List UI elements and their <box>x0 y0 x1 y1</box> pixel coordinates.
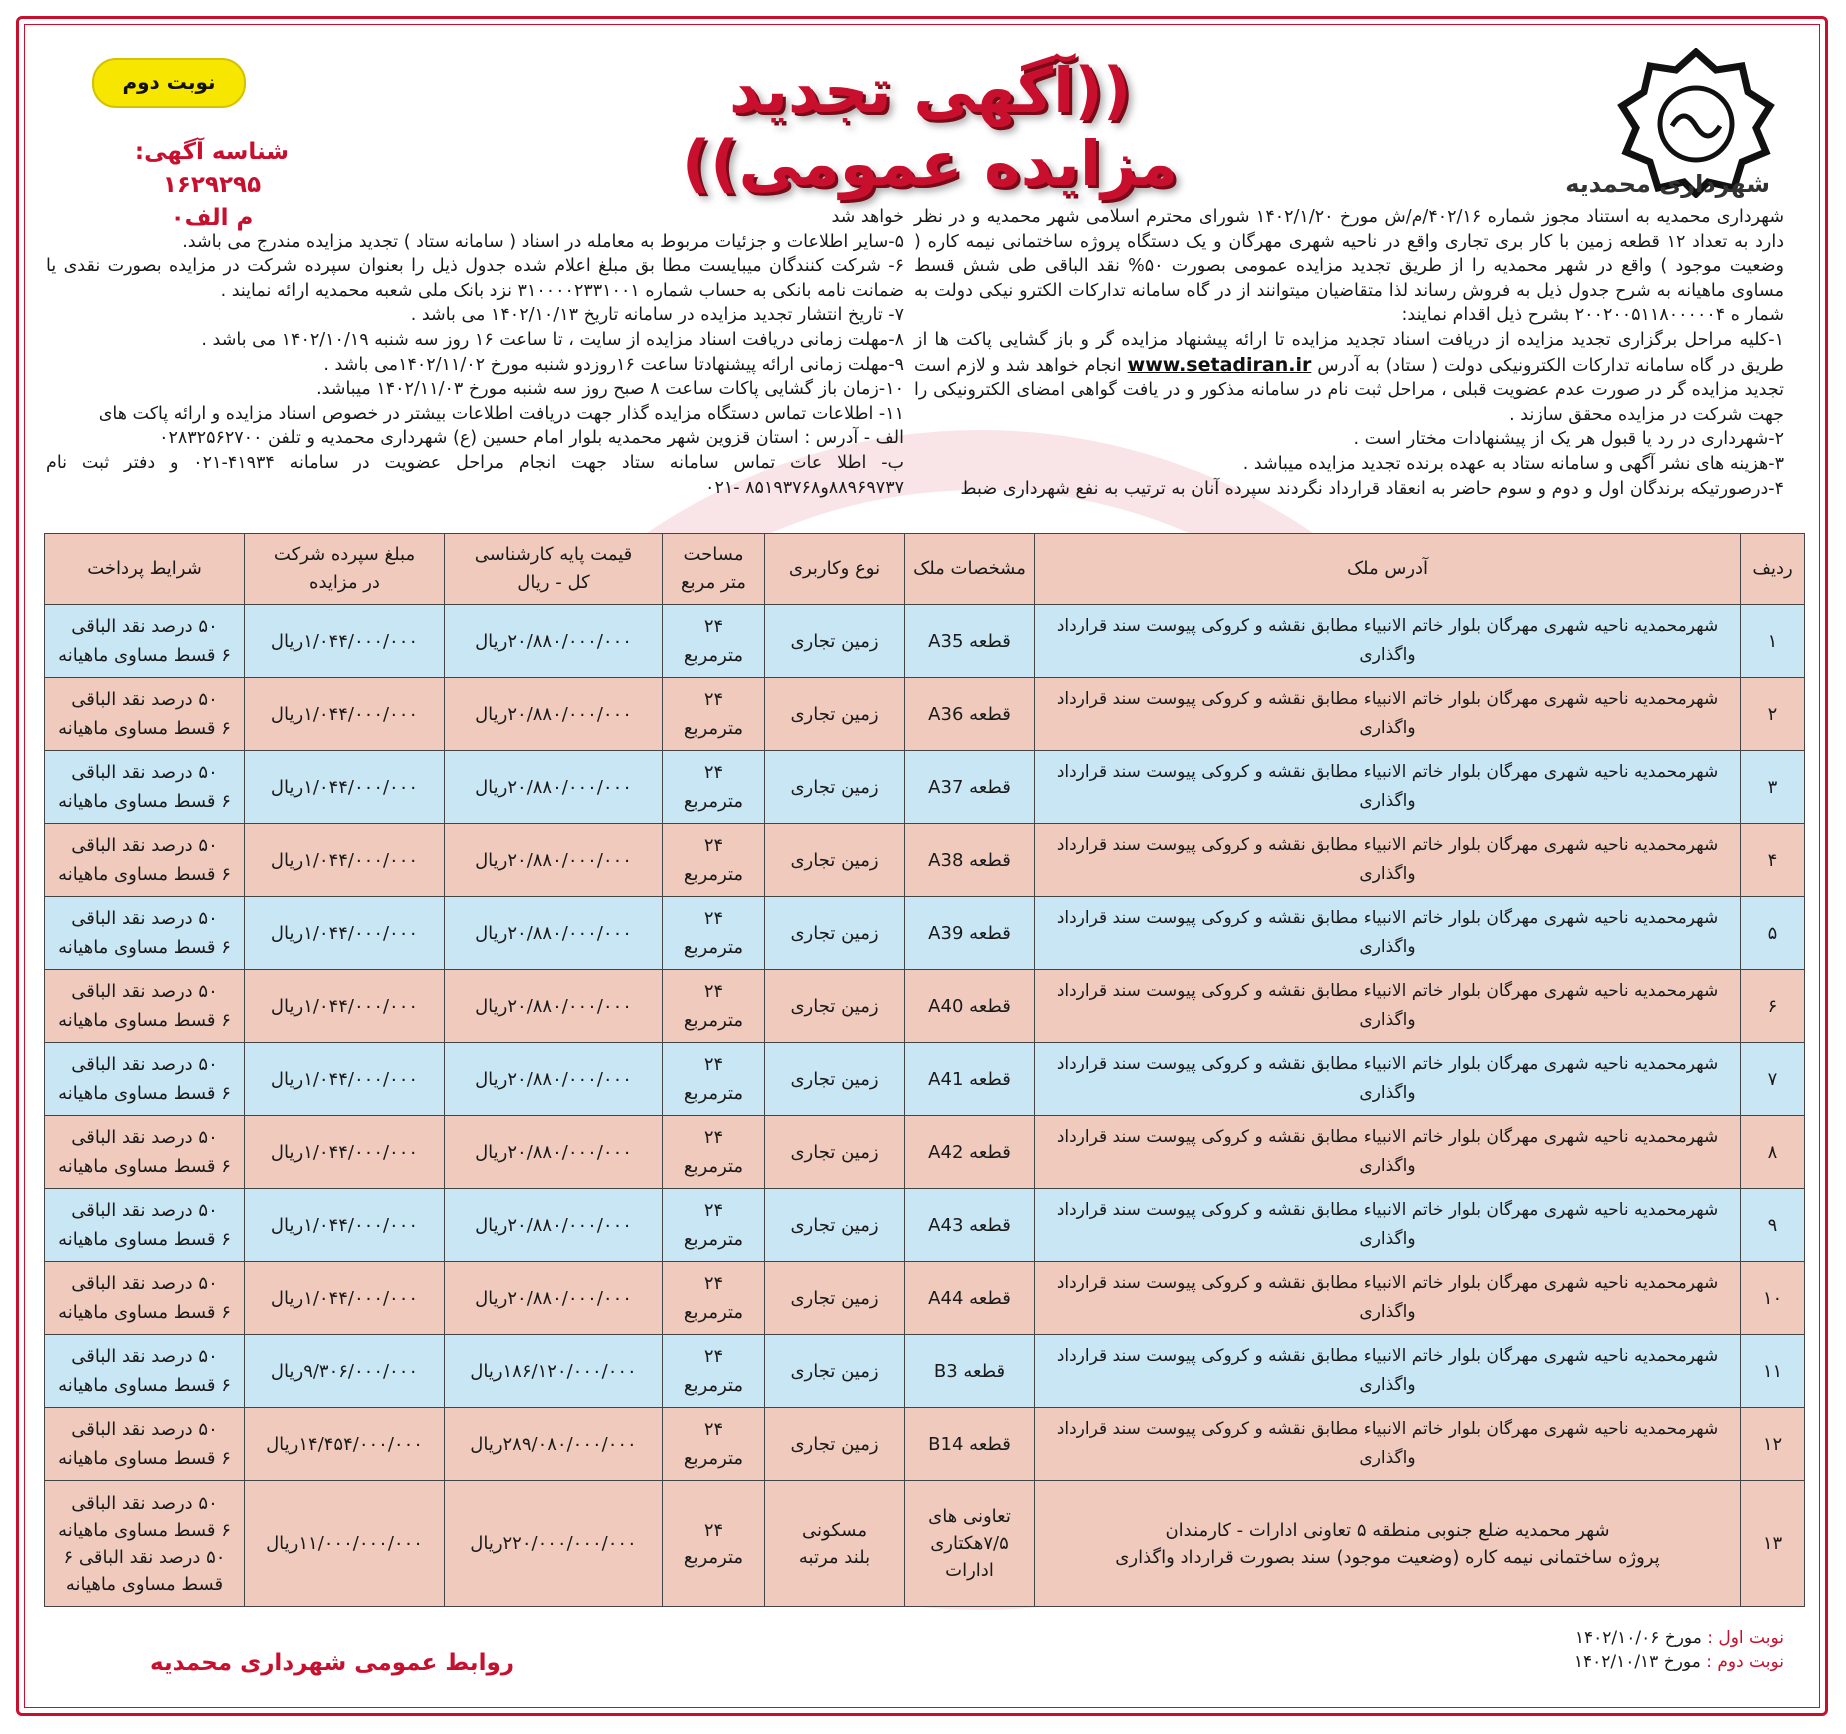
cell-price: ۲۰/۸۸۰/۰۰۰/۰۰۰ریال <box>445 970 663 1043</box>
cell-area: ۲۴ مترمربع <box>663 1189 765 1262</box>
col-header-price: قیمت پایه کارشناسی کل - ریال <box>445 534 663 605</box>
cell-price: ۲۰/۸۸۰/۰۰۰/۰۰۰ریال <box>445 824 663 897</box>
col-header-deposit: مبلغ سپرده شرکت در مزایده <box>245 534 445 605</box>
intro-paragraph: شهرداری محمدیه به استناد مجوز شماره ۴۰۲/۱۶/م/ش مورخ ۱۴۰۲/۱/۲۰ شورای محترم اسلامی شهر محمدیه و در نظر دارد به تعداد ۱۲ قطعه زمین با کار بری تجاری واقع در ناحیه شهری مهرگان و یک دستگاه پروژه ساختمانی نیمه کاره ( وضعیت موجود ) واقع در شهر محمدیه را از طریق تجدید مزایده عمومی بصورت ۵۰% نقد الباقی طی شش قسط مساوی ماهیانه به شرح جدول ذیل به فروش رساند لذا متقاضیان میتوانند از در گاه سامانه تدارکات الکترو نیکی دولت به شمار ه ۲۰۰۲۰۰۵۱۱۸۰۰۰۰۰۴ بشرح ذیل اقدام نمایند: <box>914 207 1784 326</box>
cell-num: ۱۱ <box>1741 1335 1805 1408</box>
table-row <box>45 1408 1805 1481</box>
cell-num: ۴ <box>1741 824 1805 897</box>
cell-payment: ۵۰ درصد نقد الباقی ۶ قسط مساوی ماهیانه <box>45 970 245 1043</box>
cell-payment: ۵۰ درصد نقد الباقی ۶ قسط مساوی ماهیانه <box>45 1043 245 1116</box>
cell-num: ۶ <box>1741 970 1805 1043</box>
item-7: ۷- تاریخ انتشار تجدید مزایده در سامانه تاریخ ۱۴۰۲/۱۰/۱۳ می باشد . <box>410 305 904 326</box>
cell-payment: ۵۰ درصد نقد الباقی ۶ قسط مساوی ماهیانه <box>45 1335 245 1408</box>
item-11: ۱۱- اطلاعات تماس دستگاه مزایده گذار جهت دریافت اطلاعات بیشتر در خصوص اسناد مزایده و ارائه پاکت های <box>98 403 904 424</box>
cell-spec: قطعه A35 <box>905 605 1035 678</box>
cell-area: ۲۴ مترمربع <box>663 751 765 824</box>
table-row <box>45 1335 1805 1408</box>
item-11-address: الف - آدرس : استان قزوین شهر محمدیه بلوار امام حسین (ع) شهرداری محمدیه و تلفن ۰۲۸۳۲۵۶۲۷۰۰ <box>159 428 904 449</box>
table-row <box>45 751 1805 824</box>
cell-use: زمین تجاری <box>765 751 905 824</box>
intro-left-column <box>46 205 904 500</box>
turn-2-label: نوبت دوم : <box>1706 1652 1784 1672</box>
cell-deposit: ۱/۰۴۴/۰۰۰/۰۰۰ریال <box>245 605 445 678</box>
cell-use: زمین تجاری <box>765 1116 905 1189</box>
cell-num: ۲ <box>1741 678 1805 751</box>
cell-spec: قطعه A41 <box>905 1043 1035 1116</box>
col-header-use: نوع وکاربری <box>765 534 905 605</box>
cell-area: ۲۴ مترمربع <box>663 1408 765 1481</box>
item-4: ۴-درصورتیکه برندگان اول و دوم و سوم حاضر به انعقاد قرارداد نگردند سپرده آنان به ترتیب به نفع شهرداری ضبط <box>960 478 1784 499</box>
cell-address: شهرمحمدیه ناحیه شهری مهرگان بلوار خاتم الانبیاء مطابق نقشه و کروکی پیوست سند قرارداد واگذاری <box>1035 1043 1741 1116</box>
item-1 <box>914 328 1784 427</box>
cell-area: ۲۴ مترمربع <box>663 897 765 970</box>
cell-num: ۹ <box>1741 1189 1805 1262</box>
public-relations-signature: روابط عمومی شهرداری محمدیه <box>150 1650 514 1676</box>
cell-price: ۲۰/۸۸۰/۰۰۰/۰۰۰ریال <box>445 751 663 824</box>
cell-use: زمین تجاری <box>765 1408 905 1481</box>
table-row <box>45 1043 1805 1116</box>
org-name: شهرداری محمدیه <box>1565 170 1770 198</box>
table-body <box>45 605 1805 1607</box>
intro-right-column <box>914 205 1784 501</box>
cell-address: شهرمحمدیه ناحیه شهری مهرگان بلوار خاتم الانبیاء مطابق نقشه و کروکی پیوست سند قرارداد واگذاری <box>1035 678 1741 751</box>
cell-deposit: ۱۱/۰۰۰/۰۰۰/۰۰۰ریال <box>245 1481 445 1607</box>
item-9: ۹-مهلت زمانی ارائه پیشنهادتا ساعت ۱۶روزدو شنبه مورخ ۱۴۰۲/۱۱/۰۲می باشد . <box>323 354 904 375</box>
cell-payment: ۵۰ درصد نقد الباقی ۶ قسط مساوی ماهیانه ۵۰ درصد نقد الباقی ۶ قسط مساوی ماهیانه <box>45 1481 245 1607</box>
cell-address: شهرمحمدیه ناحیه شهری مهرگان بلوار خاتم الانبیاء مطابق نقشه و کروکی پیوست سند قرارداد واگذاری <box>1035 605 1741 678</box>
cell-price: ۲۰/۸۸۰/۰۰۰/۰۰۰ریال <box>445 1116 663 1189</box>
cell-deposit: ۱/۰۴۴/۰۰۰/۰۰۰ریال <box>245 897 445 970</box>
cell-use: زمین تجاری <box>765 1189 905 1262</box>
cell-deposit: ۱۴/۴۵۴/۰۰۰/۰۰۰ریال <box>245 1408 445 1481</box>
cell-payment: ۵۰ درصد نقد الباقی ۶ قسط مساوی ماهیانه <box>45 1408 245 1481</box>
cell-address: شهرمحمدیه ناحیه شهری مهرگان بلوار خاتم الانبیاء مطابق نقشه و کروکی پیوست سند قرارداد واگذاری <box>1035 1189 1741 1262</box>
item-8: ۸-مهلت زمانی دریافت اسناد مزایده از سایت ، تا ساعت ۱۶ روز سه شنبه ۱۴۰۲/۱۰/۱۹ می باشد . <box>201 329 904 350</box>
cell-num: ۱۲ <box>1741 1408 1805 1481</box>
cell-use: زمین تجاری <box>765 897 905 970</box>
cell-payment: ۵۰ درصد نقد الباقی ۶ قسط مساوی ماهیانه <box>45 1189 245 1262</box>
cell-deposit: ۱/۰۴۴/۰۰۰/۰۰۰ریال <box>245 1043 445 1116</box>
cell-payment: ۵۰ درصد نقد الباقی ۶ قسط مساوی ماهیانه <box>45 751 245 824</box>
cell-area: ۲۴ مترمربع <box>663 678 765 751</box>
cell-num: ۳ <box>1741 751 1805 824</box>
cell-spec: قطعه A40 <box>905 970 1035 1043</box>
table-row <box>45 1189 1805 1262</box>
cell-payment: ۵۰ درصد نقد الباقی ۶ قسط مساوی ماهیانه <box>45 678 245 751</box>
cell-price: ۲۰/۸۸۰/۰۰۰/۰۰۰ریال <box>445 605 663 678</box>
cell-spec: قطعه A38 <box>905 824 1035 897</box>
cell-price: ۱۸۶/۱۲۰/۰۰۰/۰۰۰ریال <box>445 1335 663 1408</box>
cell-spec: قطعه A42 <box>905 1116 1035 1189</box>
cell-spec: قطعه A39 <box>905 897 1035 970</box>
cell-payment: ۵۰ درصد نقد الباقی ۶ قسط مساوی ماهیانه <box>45 605 245 678</box>
item-3: ۳-هزینه های نشر آگهی و سامانه ستاد به عهده برنده تجدید مزایده میباشد . <box>1242 453 1784 474</box>
cell-num: ۱۰ <box>1741 1262 1805 1335</box>
cell-use: مسکونی بلند مرتبه <box>765 1481 905 1607</box>
item-4-continued: خواهد شد <box>831 207 904 227</box>
page-title: ((آگهی تجدید مزایده عمومی)) <box>681 54 1179 200</box>
cell-deposit: ۱/۰۴۴/۰۰۰/۰۰۰ریال <box>245 970 445 1043</box>
cell-price: ۲۲۰/۰۰۰/۰۰۰/۰۰۰ریال <box>445 1481 663 1607</box>
table-row <box>45 970 1805 1043</box>
cell-spec: قطعه B3 <box>905 1335 1035 1408</box>
cell-num: ۵ <box>1741 897 1805 970</box>
turn-1 <box>1574 1626 1784 1650</box>
table-row <box>45 1481 1805 1607</box>
cell-use: زمین تجاری <box>765 1043 905 1116</box>
cell-spec: تعاونی های ۷/۵هکتاری ادارات <box>905 1481 1035 1607</box>
col-header-payment: شرایط پرداخت <box>45 534 245 605</box>
cell-spec: قطعه B14 <box>905 1408 1035 1481</box>
auction-table <box>44 533 1805 1607</box>
item-10: ۱۰-زمان باز گشایی پاکات ساعت ۸ صبح روز سه شنبه مورخ ۱۴۰۲/۱۱/۰۳ میباشد. <box>316 379 904 400</box>
item-1-text: ۱-کلیه مراحل برگزاری تجدید مزایده از دریافت اسناد تجدید مزایده تا ارائه پیشنهاد مزایده گر و باز گشایی پاکت ها از طریق در گاه سامانه تدارکات الکترونیکی دولت ( ستاد) به آدرس <box>914 329 1784 376</box>
cell-use: زمین تجاری <box>765 1335 905 1408</box>
cell-address: شهرمحمدیه ناحیه شهری مهرگان بلوار خاتم الانبیاء مطابق نقشه و کروکی پیوست سند قرارداد واگذاری <box>1035 1408 1741 1481</box>
turn-badge: نوبت دوم <box>92 58 246 108</box>
cell-area: ۲۴ مترمربع <box>663 605 765 678</box>
cell-address: شهرمحمدیه ناحیه شهری مهرگان بلوار خاتم الانبیاء مطابق نقشه و کروکی پیوست سند قرارداد واگذاری <box>1035 824 1741 897</box>
cell-address: شهرمحمدیه ناحیه شهری مهرگان بلوار خاتم الانبیاء مطابق نقشه و کروکی پیوست سند قرارداد واگذاری <box>1035 970 1741 1043</box>
cell-deposit: ۱/۰۴۴/۰۰۰/۰۰۰ریال <box>245 751 445 824</box>
cell-deposit: ۱/۰۴۴/۰۰۰/۰۰۰ریال <box>245 824 445 897</box>
cell-price: ۲۰/۸۸۰/۰۰۰/۰۰۰ریال <box>445 678 663 751</box>
col-header-spec: مشخصات ملک <box>905 534 1035 605</box>
cell-address: شهرمحمدیه ناحیه شهری مهرگان بلوار خاتم الانبیاء مطابق نقشه و کروکی پیوست سند قرارداد واگذاری <box>1035 1262 1741 1335</box>
table-row <box>45 678 1805 751</box>
turn-1-date: مورخ ۱۴۰۲/۱۰/۰۶ <box>1574 1628 1702 1648</box>
cell-payment: ۵۰ درصد نقد الباقی ۶ قسط مساوی ماهیانه <box>45 1116 245 1189</box>
ad-id-code: م الف۰ <box>170 205 254 231</box>
cell-use: زمین تجاری <box>765 678 905 751</box>
cell-payment: ۵۰ درصد نقد الباقی ۶ قسط مساوی ماهیانه <box>45 1262 245 1335</box>
cell-spec: قطعه A43 <box>905 1189 1035 1262</box>
cell-use: زمین تجاری <box>765 970 905 1043</box>
cell-address: شهرمحمدیه ناحیه شهری مهرگان بلوار خاتم الانبیاء مطابق نقشه و کروکی پیوست سند قرارداد واگذاری <box>1035 751 1741 824</box>
cell-use: زمین تجاری <box>765 605 905 678</box>
table-row <box>45 1116 1805 1189</box>
col-header-area: مساحت متر مربع <box>663 534 765 605</box>
turn-2-date: مورخ ۱۴۰۲/۱۰/۱۳ <box>1573 1652 1701 1672</box>
table-header <box>45 534 1805 605</box>
cell-address: شهرمحمدیه ناحیه شهری مهرگان بلوار خاتم الانبیاء مطابق نقشه و کروکی پیوست سند قرارداد واگذاری <box>1035 1335 1741 1408</box>
cell-area: ۲۴ مترمربع <box>663 1116 765 1189</box>
cell-deposit: ۹/۳۰۶/۰۰۰/۰۰۰ریال <box>245 1335 445 1408</box>
cell-num: ۸ <box>1741 1116 1805 1189</box>
cell-num: ۷ <box>1741 1043 1805 1116</box>
cell-price: ۲۰/۸۸۰/۰۰۰/۰۰۰ریال <box>445 1189 663 1262</box>
table-row <box>45 1262 1805 1335</box>
table-row <box>45 897 1805 970</box>
ad-id-number: شناسه آگهی: ۱۶۲۹۲۹۵ <box>134 139 290 198</box>
table-row <box>45 824 1805 897</box>
item-11-setad-contact: ب- اطلا عات تماس سامانه ستاد جهت انجام مراحل عضویت در سامانه ۴۱۹۳۴-۰۲۱ و دفتر ثبت نام ۸۸۹۶۹۷۳۷و۸۵۱۹۳۷۶۸ -۰۲۱ <box>46 452 904 498</box>
turn-1-label: نوبت اول : <box>1707 1628 1784 1648</box>
cell-address: شهر محمدیه ضلع جنوبی منطقه ۵ تعاونی ادارات - کارمندان پروژه ساختمانی نیمه کاره (وضعیت موجود) سند بصورت قرارداد واگذاری <box>1035 1481 1741 1607</box>
item-5: ۵-سایر اطلاعات و جزئیات مربوط به معامله در اسناد ( سامانه ستاد ) تجدید مزایده مندرج می باشد. <box>182 231 904 252</box>
cell-area: ۲۴ مترمربع <box>663 1335 765 1408</box>
cell-num: ۱۳ <box>1741 1481 1805 1607</box>
cell-deposit: ۱/۰۴۴/۰۰۰/۰۰۰ریال <box>245 1189 445 1262</box>
cell-deposit: ۱/۰۴۴/۰۰۰/۰۰۰ریال <box>245 1262 445 1335</box>
cell-price: ۲۰/۸۸۰/۰۰۰/۰۰۰ریال <box>445 1262 663 1335</box>
col-header-address: آدرس ملک <box>1035 534 1741 605</box>
cell-spec: قطعه A36 <box>905 678 1035 751</box>
cell-payment: ۵۰ درصد نقد الباقی ۶ قسط مساوی ماهیانه <box>45 824 245 897</box>
cell-address: شهرمحمدیه ناحیه شهری مهرگان بلوار خاتم الانبیاء مطابق نقشه و کروکی پیوست سند قرارداد واگذاری <box>1035 1116 1741 1189</box>
cell-area: ۲۴ مترمربع <box>663 824 765 897</box>
cell-spec: قطعه A44 <box>905 1262 1035 1335</box>
cell-deposit: ۱/۰۴۴/۰۰۰/۰۰۰ریال <box>245 1116 445 1189</box>
cell-address: شهرمحمدیه ناحیه شهری مهرگان بلوار خاتم الانبیاء مطابق نقشه و کروکی پیوست سند قرارداد واگذاری <box>1035 897 1741 970</box>
cell-payment: ۵۰ درصد نقد الباقی ۶ قسط مساوی ماهیانه <box>45 897 245 970</box>
cell-deposit: ۱/۰۴۴/۰۰۰/۰۰۰ریال <box>245 678 445 751</box>
cell-area: ۲۴ مترمربع <box>663 1043 765 1116</box>
item-1-tail: انجام خواهد شد و لازم است تجدید مزایده گر در صورت عدم عضویت قبلی ، مراحل ثبت نام در سامانه مذکور و در یافت گواهی امضای الکترونیکی را جهت شرکت در مزایده محقق سازند . <box>914 355 1784 425</box>
publication-turns <box>1574 1626 1784 1674</box>
cell-spec: قطعه A37 <box>905 751 1035 824</box>
cell-use: زمین تجاری <box>765 1262 905 1335</box>
col-header-row: ردیف <box>1741 534 1805 605</box>
cell-use: زمین تجاری <box>765 824 905 897</box>
cell-price: ۲۰/۸۸۰/۰۰۰/۰۰۰ریال <box>445 1043 663 1116</box>
cell-area: ۲۴ مترمربع <box>663 970 765 1043</box>
turn-2 <box>1574 1650 1784 1674</box>
cell-area: ۲۴ مترمربع <box>663 1262 765 1335</box>
item-6: ۶- شرکت کنندگان میبایست مطا بق مبلغ اعلام شده جدول ذیل را بعنوان سپرده شرکت در مزایده بصورت نقدی یا ضمانت نامه بانکی به حساب شماره ۳۱۰۰۰۰۲۳۳۱۰۰۱ نزد بانک ملی شعبه محمدیه ارائه نمایند . <box>46 256 904 301</box>
table-row <box>45 605 1805 678</box>
cell-price: ۲۸۹/۰۸۰/۰۰۰/۰۰۰ریال <box>445 1408 663 1481</box>
cell-num: ۱ <box>1741 605 1805 678</box>
cell-price: ۲۰/۸۸۰/۰۰۰/۰۰۰ریال <box>445 897 663 970</box>
setad-link[interactable]: www.setadiran.ir <box>1127 353 1312 376</box>
item-2: ۲-شهرداری در رد یا قبول هر یک از پیشنهادات مختار است . <box>1353 429 1784 450</box>
cell-area: ۲۴ مترمربع <box>663 1481 765 1607</box>
